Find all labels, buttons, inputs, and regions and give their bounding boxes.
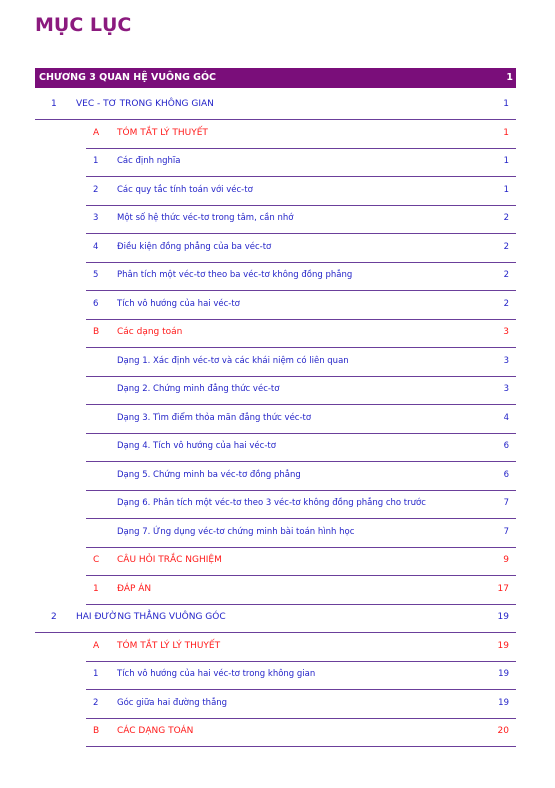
toc-entry-page: 6 [503,441,509,451]
toc-entry-page: 17 [497,583,509,594]
page-title: MỤC LỤC [35,14,132,36]
chapter-header[interactable] [35,68,516,88]
toc-entry-page: 2 [503,270,509,280]
toc-entry-title: Các định nghĩa [117,156,181,166]
toc-entry-number: 2 [93,184,99,195]
toc-entry[interactable] [86,717,516,747]
toc-entry-page: 1 [503,156,509,166]
toc-entry-title: Các quy tắc tính toán với véc-tơ [117,184,253,195]
toc-entry[interactable] [86,575,516,605]
toc-entry[interactable] [86,290,516,320]
toc-entry-page: 20 [497,726,509,736]
toc-entry-page: 1 [503,127,509,138]
toc-entry[interactable] [86,461,516,491]
toc-entry[interactable] [86,660,516,690]
toc-entry-number: A [93,127,100,138]
toc-entry[interactable] [86,176,516,206]
toc-entry-title: Dạng 3. Tìm điểm thỏa mãn đẳng thức véc-tơ [117,412,312,423]
toc-entry-number: 2 [51,612,57,622]
toc-entry-page: 7 [503,526,509,537]
toc-entry[interactable] [86,489,516,519]
toc-entry-page: 4 [503,412,509,423]
toc-entry-number: 5 [93,270,99,280]
toc-entry-title: Các dạng toán [117,327,183,337]
chapter-title: CHƯƠNG 3 QUAN HỆ VUÔNG GÓC [39,72,217,83]
toc-entry-page: 19 [497,640,509,651]
toc-entry[interactable] [86,689,516,719]
toc-entry-page: 19 [498,669,509,679]
chapter-page-number: 1 [506,72,513,83]
toc-entry-page: 2 [503,241,509,252]
toc-entry-page: 19 [498,697,509,708]
toc-entry-title: Dạng 7. Ứng dụng véc-tơ chứng minh bài toán hình học [117,526,355,537]
toc-entry-title: ĐÁP ÁN [117,583,152,594]
toc-entry-title: CÂU HỎI TRẮC NGHIỆM [117,555,222,565]
toc-entry-page: 9 [503,555,509,565]
toc-entry[interactable] [35,603,516,633]
toc-entry-page: 3 [503,355,509,366]
toc-entry[interactable] [86,261,516,291]
toc-entry-page: 3 [503,384,509,394]
toc-entry[interactable] [35,90,516,120]
toc-entry[interactable] [86,432,516,462]
toc-entry-page: 6 [503,469,509,480]
toc-entry-title: VEC - TƠ TRONG KHÔNG GIAN [76,99,214,109]
toc-entry-title: CÁC DẠNG TOÁN [117,726,194,736]
toc-entry[interactable] [86,632,516,662]
toc-entry-page: 3 [503,327,509,337]
toc-entry-title: Tích vô hướng của hai véc-tơ trong không gian [117,669,316,679]
toc-entry-page: 1 [503,184,509,195]
toc-entry[interactable] [86,204,516,234]
toc-entry[interactable] [86,119,516,149]
toc-entry[interactable] [86,546,516,576]
toc-entry[interactable] [86,518,516,548]
toc-entry[interactable] [86,233,516,263]
toc-entry-page: 2 [503,213,509,223]
toc-entry-number: 1 [93,156,99,166]
toc-entry[interactable] [86,375,516,405]
toc-entry[interactable] [86,147,516,177]
toc-entry-number: B [93,327,100,337]
toc-entry-number: 6 [93,298,99,309]
toc-entry-page: 19 [497,612,509,622]
toc-entry-title: Một số hệ thức véc-tơ trong tâm, cần nhớ [117,213,294,223]
toc-entry-title: Góc giữa hai đường thẳng [117,697,228,708]
toc-entry-number: 4 [93,241,99,252]
toc-entry-page: 7 [503,498,509,508]
toc-entry-title: Dạng 6. Phân tích một véc-tơ theo 3 véc-tơ không đồng phẳng cho trước [117,498,426,508]
toc-entry[interactable] [86,404,516,434]
toc-entry-page: 1 [503,99,509,109]
toc-entry-number: 1 [93,669,99,679]
toc-entry-number: 1 [93,583,99,594]
toc-entry[interactable] [86,318,516,348]
toc-entry-title: Dạng 5. Chứng minh ba véc-tơ đồng phẳng [117,469,301,480]
toc-entry-number: C [93,555,100,565]
toc-entry-number: B [93,726,100,736]
toc-entry-title: Dạng 1. Xác định véc-tơ và các khái niệm có liên quan [117,355,349,366]
toc-entry-number: A [93,640,100,651]
toc-entry-title: HAI ĐƯỜNG THẲNG VUÔNG GÓC [76,612,226,622]
toc-entry-number: 1 [51,99,57,109]
toc-entry-title: Dạng 2. Chứng minh đẳng thức véc-tơ [117,384,280,394]
toc-entry-title: TÓM TẮT LÝ LÝ THUYẾT [117,640,221,651]
toc-entry-title: Tích vô hướng của hai véc-tơ [117,298,240,309]
toc-entry-title: TÓM TẮT LÝ THUYẾT [117,127,208,138]
toc-entry[interactable] [86,347,516,377]
toc-entry-number: 2 [93,697,99,708]
toc-entry-page: 2 [503,298,509,309]
toc-entry-title: Phân tích một véc-tơ theo ba véc-tơ không đồng phẳng [117,270,353,280]
toc-entry-title: Điều kiện đồng phẳng của ba véc-tơ [117,241,272,252]
toc-entry-title: Dạng 4. Tích vô hướng của hai véc-tơ [117,441,276,451]
toc-entry-number: 3 [93,213,99,223]
